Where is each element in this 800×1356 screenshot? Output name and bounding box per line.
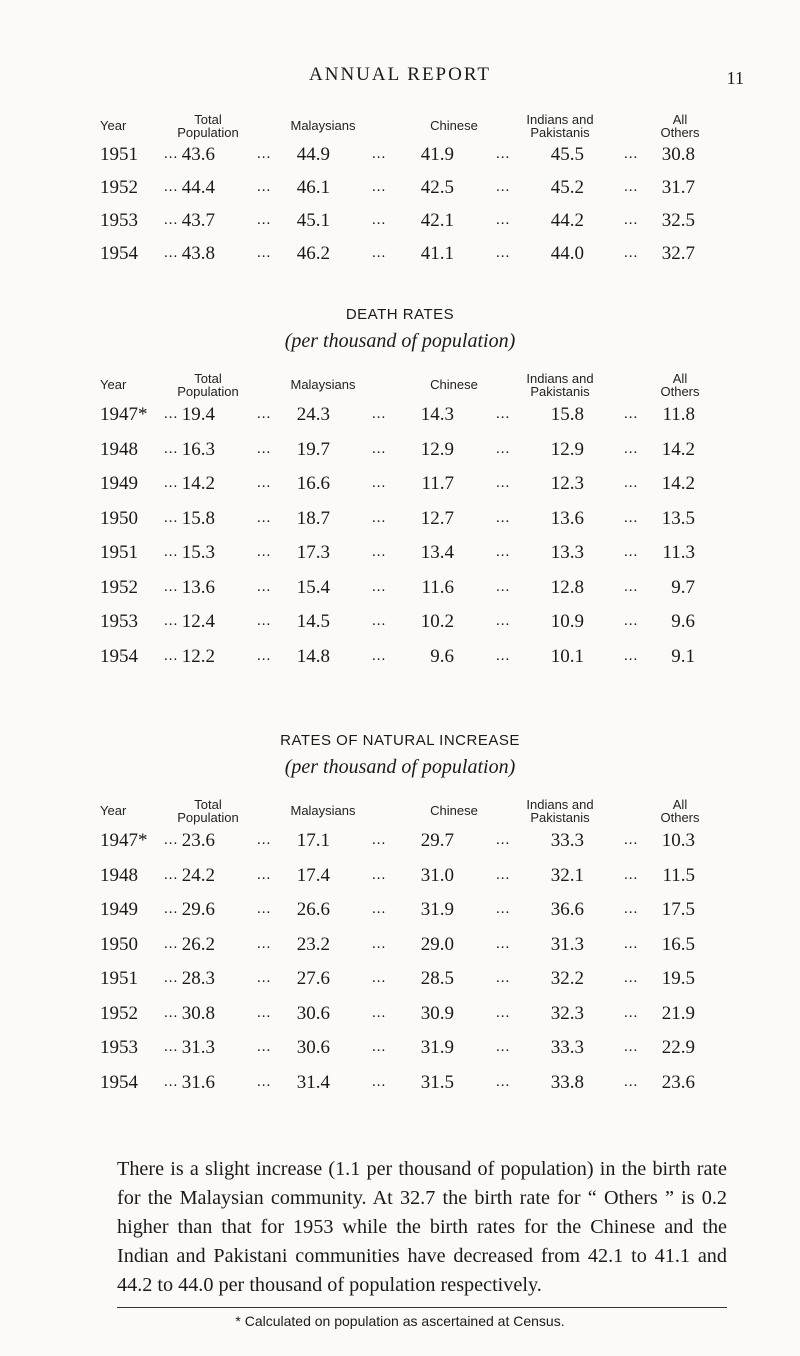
- leader-dots: ...: [496, 1039, 511, 1055]
- leader-dots: ...: [372, 935, 387, 952]
- cell-total: 30.8: [181, 1002, 215, 1024]
- table-row: [0, 1072, 800, 1100]
- leader-dots: ...: [257, 475, 272, 491]
- leader-dots: ...: [624, 1004, 639, 1021]
- cell-total: 43.6: [181, 144, 215, 165]
- cell-year: 1952: [100, 576, 138, 598]
- leader-dots: ...: [496, 832, 511, 848]
- cell-others: 11.3: [662, 542, 695, 563]
- col-others-1: All: [672, 797, 688, 812]
- body-paragraph: There is a slight increase (1.1 per thousand of population) in the birth rate for the Malaysian community. At 32.7 the birth rate for “ Others ” is 0.2 higher than that for 1953 while the birth rates for the Chinese and the Indian and Pakistani communities have decreased from 42.1 to 41.1 and 44.2 to 44.0 per thousand of population respectively.: [117, 1158, 727, 1296]
- cell-malaysians: 14.5: [296, 611, 330, 632]
- table-row: [0, 577, 800, 605]
- cell-indians: 36.6: [550, 899, 584, 920]
- leader-dots: ...: [164, 901, 179, 917]
- leader-dots: ...: [624, 509, 639, 526]
- cell-year: 1954: [100, 1071, 138, 1093]
- cell-total: 29.6: [181, 899, 215, 920]
- cell-others: 10.3: [661, 830, 695, 851]
- leader-dots: ...: [496, 179, 511, 195]
- leader-dots: ...: [372, 832, 387, 848]
- cell-chinese: 31.9: [420, 899, 454, 920]
- leader-dots: ...: [624, 832, 639, 848]
- leader-dots: ...: [624, 935, 639, 952]
- natural-increase-subtitle: (per thousand of population): [284, 756, 516, 778]
- cell-indians: 33.3: [550, 1037, 584, 1058]
- table-row: [0, 611, 800, 639]
- cell-chinese: 29.0: [420, 933, 454, 955]
- leader-dots: ...: [164, 866, 179, 883]
- leader-dots: ...: [257, 212, 272, 228]
- cell-total: 24.2: [181, 864, 215, 886]
- cell-malaysians: 46.1: [296, 177, 330, 198]
- leader-dots: ...: [496, 901, 511, 917]
- running-title: ANNUAL REPORT: [309, 64, 491, 85]
- col-others-2: Others: [660, 384, 700, 399]
- col-others-1: All: [672, 112, 688, 127]
- cell-year: 1949: [100, 899, 138, 920]
- leader-dots: ...: [257, 509, 272, 526]
- cell-year: 1950: [100, 933, 138, 955]
- leader-dots: ...: [164, 245, 179, 261]
- cell-indians: 10.9: [550, 611, 584, 632]
- col-chinese: Chinese: [430, 118, 478, 133]
- cell-total: 14.2: [181, 473, 215, 494]
- cell-chinese: 14.3: [420, 404, 454, 425]
- cell-total: 15.8: [181, 507, 215, 529]
- leader-dots: ...: [164, 832, 179, 848]
- leader-dots: ...: [257, 578, 272, 595]
- leader-dots: ...: [372, 970, 387, 986]
- cell-malaysians: 45.1: [296, 210, 330, 231]
- cell-indians: 33.3: [550, 830, 584, 851]
- cell-malaysians: 14.8: [296, 645, 330, 667]
- cell-total: 16.3: [181, 438, 215, 460]
- leader-dots: ...: [164, 1039, 179, 1055]
- cell-chinese: 11.7: [421, 473, 454, 494]
- cell-year: 1948: [100, 864, 138, 886]
- leader-dots: ...: [257, 1039, 272, 1055]
- leader-dots: ...: [164, 509, 179, 526]
- leader-dots: ...: [624, 901, 639, 917]
- table-row: [0, 865, 800, 893]
- cell-chinese: 12.7: [420, 507, 454, 529]
- leader-dots: ...: [164, 475, 179, 491]
- col-total-1: Total: [194, 112, 222, 127]
- leader-dots: ...: [624, 475, 639, 491]
- cell-year: 1953: [100, 1037, 138, 1058]
- table-row: [0, 177, 800, 205]
- leader-dots: ...: [257, 1004, 272, 1021]
- leader-dots: ...: [624, 179, 639, 195]
- leader-dots: ...: [372, 613, 387, 629]
- col-indians-1: Indians and: [526, 797, 594, 812]
- cell-total: 12.2: [181, 645, 215, 667]
- leader-dots: ...: [372, 509, 387, 526]
- cell-malaysians: 44.9: [296, 144, 330, 165]
- cell-others: 22.9: [661, 1037, 695, 1058]
- col-year: Year: [100, 803, 127, 818]
- col-indians-1: Indians and: [526, 112, 594, 127]
- cell-malaysians: 30.6: [296, 1002, 330, 1024]
- cell-others: 31.7: [661, 177, 695, 198]
- leader-dots: ...: [372, 146, 387, 162]
- cell-chinese: 31.9: [420, 1037, 454, 1058]
- cell-chinese: 13.4: [420, 542, 454, 563]
- leader-dots: ...: [164, 613, 179, 629]
- cell-others: 21.9: [661, 1002, 695, 1024]
- leader-dots: ...: [624, 544, 639, 560]
- table-row: [0, 508, 800, 536]
- cell-year: 1951: [100, 542, 138, 563]
- death-rates-title: DEATH RATES: [345, 306, 455, 323]
- cell-chinese: 42.1: [420, 210, 454, 231]
- table-row: [0, 144, 800, 172]
- cell-year: 1947*: [100, 830, 148, 851]
- cell-year: 1954: [100, 243, 138, 264]
- leader-dots: ...: [372, 866, 387, 883]
- cell-year: 1950: [100, 507, 138, 529]
- cell-total: 23.6: [181, 830, 215, 851]
- cell-indians: 33.8: [550, 1071, 584, 1093]
- leader-dots: ...: [624, 647, 639, 664]
- leader-dots: ...: [257, 901, 272, 917]
- table-row: [0, 439, 800, 467]
- cell-chinese: 28.5: [420, 968, 454, 989]
- leader-dots: ...: [372, 475, 387, 491]
- cell-year: 1951: [100, 144, 138, 165]
- leader-dots: ...: [257, 613, 272, 629]
- cell-total: 12.4: [181, 611, 215, 632]
- col-chinese: Chinese: [430, 803, 478, 818]
- leader-dots: ...: [496, 866, 511, 883]
- cell-malaysians: 26.6: [296, 899, 330, 920]
- leader-dots: ...: [164, 970, 179, 986]
- leader-dots: ...: [164, 544, 179, 560]
- cell-indians: 15.8: [550, 404, 584, 425]
- cell-malaysians: 31.4: [296, 1071, 330, 1093]
- cell-total: 13.6: [181, 576, 215, 598]
- cell-others: 32.7: [661, 243, 695, 264]
- leader-dots: ...: [496, 1073, 511, 1090]
- cell-year: 1949: [100, 473, 138, 494]
- cell-malaysians: 46.2: [296, 243, 330, 264]
- leader-dots: ...: [372, 1073, 387, 1090]
- natural-increase-title: RATES OF NATURAL INCREASE: [280, 732, 520, 749]
- leader-dots: ...: [624, 245, 639, 261]
- cell-others: 30.8: [661, 144, 695, 165]
- leader-dots: ...: [257, 1073, 272, 1090]
- col-chinese: Chinese: [430, 377, 478, 392]
- leader-dots: ...: [164, 212, 179, 228]
- leader-dots: ...: [372, 1004, 387, 1021]
- cell-indians: 12.3: [550, 473, 584, 494]
- leader-dots: ...: [372, 544, 387, 560]
- leader-dots: ...: [164, 406, 179, 422]
- leader-dots: ...: [624, 1039, 639, 1055]
- table-row: [0, 934, 800, 962]
- col-others-2: Others: [660, 125, 700, 140]
- cell-indians: 45.5: [550, 144, 584, 165]
- table-row: [0, 899, 800, 927]
- cell-total: 43.8: [181, 243, 215, 264]
- cell-others: 11.8: [662, 404, 695, 425]
- cell-chinese: 11.6: [421, 576, 454, 598]
- leader-dots: ...: [372, 245, 387, 261]
- col-total-1: Total: [194, 371, 222, 386]
- cell-malaysians: 18.7: [296, 507, 330, 529]
- leader-dots: ...: [624, 970, 639, 986]
- leader-dots: ...: [372, 578, 387, 595]
- col-total-1: Total: [194, 797, 222, 812]
- leader-dots: ...: [164, 146, 179, 162]
- cell-year: 1953: [100, 611, 138, 632]
- cell-chinese: 42.5: [420, 177, 454, 198]
- cell-year: 1948: [100, 438, 138, 460]
- cell-year: 1952: [100, 177, 138, 198]
- leader-dots: ...: [372, 1039, 387, 1055]
- leader-dots: ...: [372, 440, 387, 457]
- col-indians-2: Pakistanis: [530, 384, 590, 399]
- cell-malaysians: 24.3: [296, 404, 330, 425]
- leader-dots: ...: [496, 935, 511, 952]
- cell-year: 1951: [100, 968, 138, 989]
- cell-indians: 44.0: [550, 243, 584, 264]
- table-row: [0, 542, 800, 570]
- page-header: [0, 64, 800, 94]
- col-malaysians: Malaysians: [290, 377, 356, 392]
- leader-dots: ...: [624, 440, 639, 457]
- cell-total: 19.4: [181, 404, 215, 425]
- leader-dots: ...: [257, 832, 272, 848]
- cell-total: 44.4: [181, 177, 215, 198]
- cell-chinese: 41.9: [420, 144, 454, 165]
- col-indians-2: Pakistanis: [530, 125, 590, 140]
- cell-indians: 45.2: [550, 177, 584, 198]
- table-row: [0, 968, 800, 996]
- cell-chinese: 29.7: [420, 830, 454, 851]
- leader-dots: ...: [624, 578, 639, 595]
- table-row: [0, 1003, 800, 1031]
- leader-dots: ...: [164, 1073, 179, 1090]
- table-row: [0, 830, 800, 858]
- cell-indians: 44.2: [550, 210, 584, 231]
- cell-indians: 12.8: [550, 576, 584, 598]
- col-others-1: All: [672, 371, 688, 386]
- leader-dots: ...: [372, 212, 387, 228]
- col-indians-2: Pakistanis: [530, 810, 590, 825]
- leader-dots: ...: [164, 578, 179, 595]
- cell-indians: 31.3: [550, 933, 584, 955]
- leader-dots: ...: [257, 440, 272, 457]
- cell-chinese: 41.1: [420, 243, 454, 264]
- leader-dots: ...: [372, 901, 387, 917]
- cell-malaysians: 15.4: [296, 576, 330, 598]
- footnote: * Calculated on population as ascertained at Census.: [235, 1313, 565, 1329]
- cell-year: 1947*: [100, 404, 148, 425]
- table-row: [0, 404, 800, 432]
- cell-malaysians: 23.2: [296, 933, 330, 955]
- leader-dots: ...: [164, 647, 179, 664]
- leader-dots: ...: [164, 179, 179, 195]
- leader-dots: ...: [496, 406, 511, 422]
- cell-others: 23.6: [661, 1071, 695, 1093]
- leader-dots: ...: [257, 245, 272, 261]
- footnote-rule: [117, 1307, 727, 1308]
- cell-total: 15.3: [181, 542, 215, 563]
- col-malaysians: Malaysians: [290, 118, 356, 133]
- cell-others: 32.5: [661, 210, 695, 231]
- leader-dots: ...: [624, 866, 639, 883]
- cell-others: 19.5: [661, 968, 695, 989]
- col-year: Year: [100, 377, 127, 392]
- leader-dots: ...: [257, 970, 272, 986]
- cell-others: 14.2: [661, 438, 695, 460]
- leader-dots: ...: [496, 245, 511, 261]
- cell-indians: 10.1: [550, 645, 584, 667]
- leader-dots: ...: [496, 613, 511, 629]
- cell-malaysians: 27.6: [296, 968, 330, 989]
- col-malaysians: Malaysians: [290, 803, 356, 818]
- table-row: [0, 243, 800, 271]
- cell-indians: 32.2: [550, 968, 584, 989]
- cell-others: 11.5: [662, 864, 695, 886]
- leader-dots: ...: [496, 146, 511, 162]
- cell-others: 17.5: [661, 899, 695, 920]
- table-row: [0, 646, 800, 674]
- leader-dots: ...: [624, 613, 639, 629]
- leader-dots: ...: [496, 544, 511, 560]
- cell-chinese: 30.9: [420, 1002, 454, 1024]
- leader-dots: ...: [257, 544, 272, 560]
- cell-total: 26.2: [181, 933, 215, 955]
- leader-dots: ...: [496, 509, 511, 526]
- table-row: [0, 210, 800, 238]
- leader-dots: ...: [257, 146, 272, 162]
- col-year: Year: [100, 118, 127, 133]
- leader-dots: ...: [624, 406, 639, 422]
- col-indians-1: Indians and: [526, 371, 594, 386]
- cell-others: 9.1: [671, 645, 695, 667]
- leader-dots: ...: [496, 578, 511, 595]
- cell-chinese: 10.2: [420, 611, 454, 632]
- cell-total: 31.3: [181, 1037, 215, 1058]
- leader-dots: ...: [624, 212, 639, 228]
- leader-dots: ...: [257, 179, 272, 195]
- cell-total: 28.3: [181, 968, 215, 989]
- cell-others: 13.5: [661, 507, 695, 529]
- cell-indians: 12.9: [550, 438, 584, 460]
- leader-dots: ...: [257, 866, 272, 883]
- cell-indians: 32.3: [550, 1002, 584, 1024]
- cell-others: 16.5: [661, 933, 695, 955]
- cell-indians: 13.6: [550, 507, 584, 529]
- cell-others: 9.7: [671, 576, 695, 598]
- leader-dots: ...: [496, 1004, 511, 1021]
- page-number: 11: [726, 68, 744, 88]
- cell-malaysians: 30.6: [296, 1037, 330, 1058]
- table-row: [0, 1037, 800, 1065]
- cell-indians: 13.3: [550, 542, 584, 563]
- cell-chinese: 31.5: [420, 1071, 454, 1093]
- table-row: [0, 473, 800, 501]
- leader-dots: ...: [164, 1004, 179, 1021]
- col-others-2: Others: [660, 810, 700, 825]
- leader-dots: ...: [257, 935, 272, 952]
- leader-dots: ...: [372, 179, 387, 195]
- cell-total: 31.6: [181, 1071, 215, 1093]
- leader-dots: ...: [372, 406, 387, 422]
- leader-dots: ...: [257, 647, 272, 664]
- cell-others: 9.6: [671, 611, 695, 632]
- cell-chinese: 9.6: [430, 645, 454, 667]
- leader-dots: ...: [496, 970, 511, 986]
- col-total-2: Population: [177, 125, 239, 140]
- cell-chinese: 12.9: [420, 438, 454, 460]
- cell-malaysians: 16.6: [296, 473, 330, 494]
- leader-dots: ...: [372, 647, 387, 664]
- leader-dots: ...: [496, 440, 511, 457]
- cell-malaysians: 17.3: [296, 542, 330, 563]
- cell-others: 14.2: [661, 473, 695, 494]
- leader-dots: ...: [496, 475, 511, 491]
- col-total-2: Population: [177, 810, 239, 825]
- cell-year: 1952: [100, 1002, 138, 1024]
- leader-dots: ...: [624, 146, 639, 162]
- cell-year: 1953: [100, 210, 138, 231]
- leader-dots: ...: [164, 440, 179, 457]
- leader-dots: ...: [496, 647, 511, 664]
- leader-dots: ...: [496, 212, 511, 228]
- leader-dots: ...: [164, 935, 179, 952]
- cell-chinese: 31.0: [420, 864, 454, 886]
- cell-malaysians: 19.7: [296, 438, 330, 460]
- cell-malaysians: 17.1: [296, 830, 330, 851]
- leader-dots: ...: [257, 406, 272, 422]
- death-rates-subtitle: (per thousand of population): [284, 330, 516, 352]
- cell-year: 1954: [100, 645, 138, 667]
- cell-indians: 32.1: [550, 864, 584, 886]
- cell-malaysians: 17.4: [296, 864, 330, 886]
- cell-total: 43.7: [181, 210, 215, 231]
- leader-dots: ...: [624, 1073, 639, 1090]
- col-total-2: Population: [177, 384, 239, 399]
